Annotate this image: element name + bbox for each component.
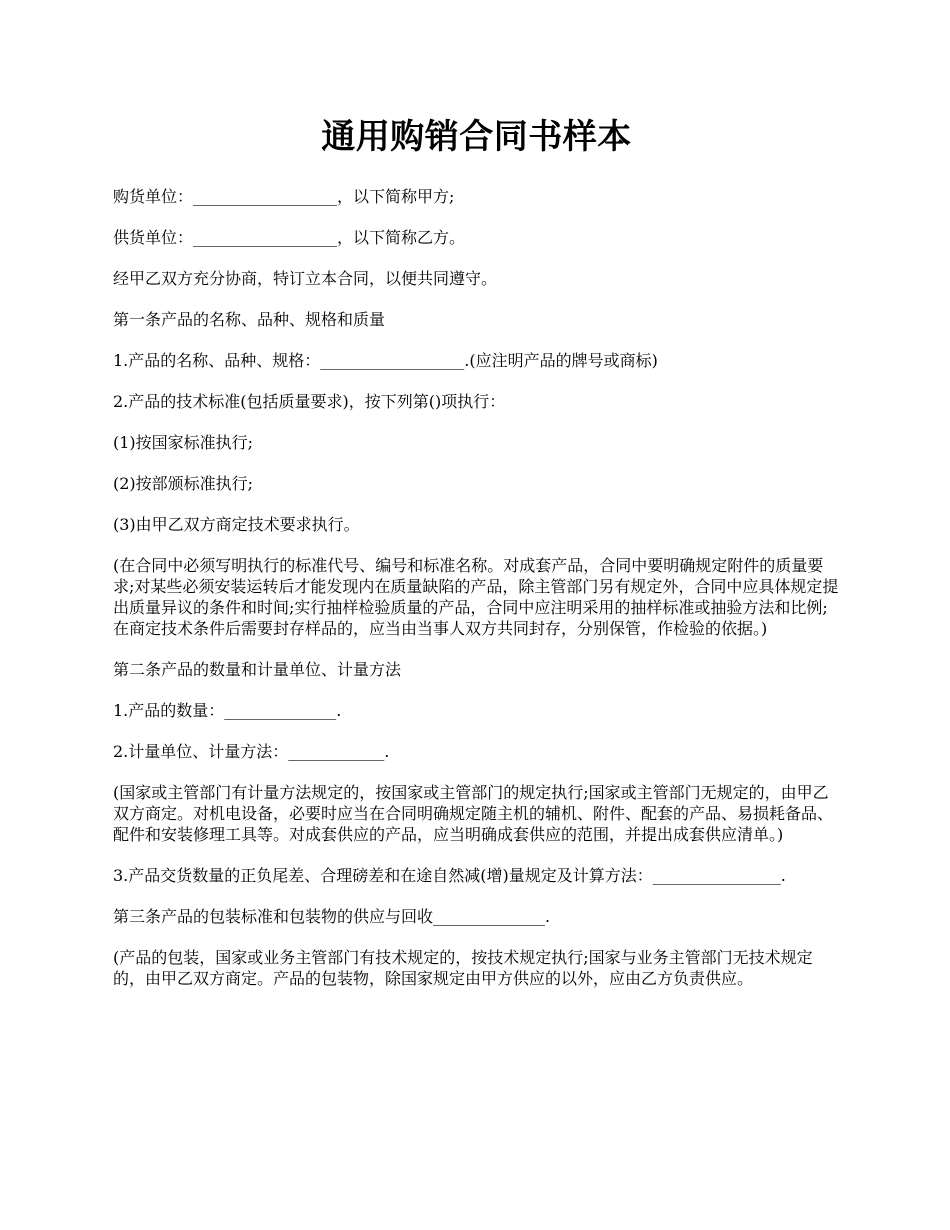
- buyer-line: 购货单位：__________________，以下简称甲方;: [113, 187, 455, 206]
- article-1-option-2: (2)按部颁标准执行;: [113, 474, 254, 493]
- article-1-option-3: (3)由甲乙双方商定技术要求执行。: [113, 515, 360, 534]
- article-1-note: (在合同中必须写明执行的标准代号、编号和标准名称。对成套产品，合同中要明确规定附件的质量要求;对某些必须安装运转后才能发现内在质量缺陷的产品，除主管部门另有规定外，合同中应具体规定提出质量异议的条件和时间;实行抽样检验质量的产品，合同中应注明采用的抽样标准或抽验方法和比例;在商定技术条件后需要封存样品的，应当由当事人双方共同封存，分别保管，作检验的依据。): [113, 556, 839, 638]
- agreement-intro: 经甲乙双方充分协商，特订立本合同，以便共同遵守。: [113, 269, 498, 288]
- article-2-note: (国家或主管部门有计量方法规定的，按国家或主管部门的规定执行;国家或主管部门无规定的，由甲乙双方商定。对机电设备，必要时应当在合同明确规定随主机的辅机、附件、配套的产品、易损耗备品、配件和安装修理工具等。对成套供应的产品，应当明确成套供应的范围，并提出成套供应清单。): [113, 783, 834, 844]
- article-2-item-2: 2.计量单位、计量方法：____________.: [113, 742, 390, 761]
- article-1-heading: 第一条产品的名称、品种、规格和质量: [113, 310, 386, 329]
- document-page: [113, 108, 840, 1009]
- document-title: 通用购销合同书样本: [321, 117, 632, 157]
- article-2-item-1: 1.产品的数量：______________.: [113, 701, 342, 720]
- article-2-item-3: 3.产品交货数量的正负尾差、合理磅差和在途自然减(增)量规定及计算方法：________________.: [113, 866, 786, 885]
- article-2-heading: 第二条产品的数量和计量单位、计量方法: [113, 660, 402, 679]
- article-3-heading: 第三条产品的包装标准和包装物的供应与回收______________.: [113, 907, 551, 926]
- article-1-item-2: 2.产品的技术标准(包括质量要求)，按下列第()项执行：: [113, 392, 506, 411]
- article-1-option-1: (1)按国家标准执行;: [113, 433, 254, 452]
- supplier-line: 供货单位：__________________，以下简称乙方。: [113, 228, 466, 247]
- article-3-note: (产品的包装，国家或业务主管部门有技术规定的，按技术规定执行;国家与业务主管部门无技术规定的，由甲乙双方商定。产品的包装物，除国家规定由甲方供应的以外，应由乙方负责供应。: [113, 948, 813, 988]
- article-1-item-1: 1.产品的名称、品种、规格：__________________.(应注明产品的牌号或商标): [113, 351, 658, 370]
